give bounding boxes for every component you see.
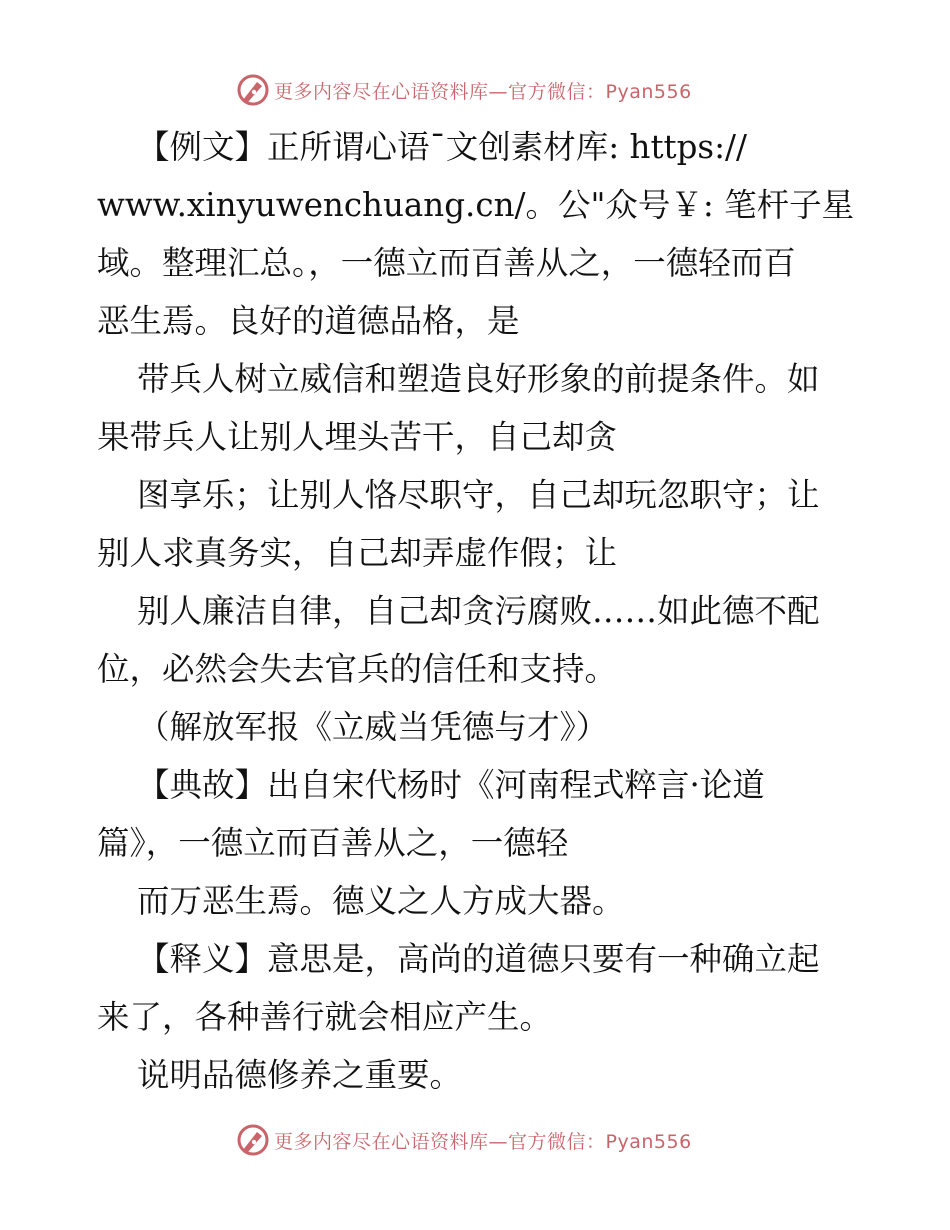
text-line: 图享乐；让别人恪尽职守，自己却玩忽职守；让 (137, 476, 820, 514)
pen-nib-circle-icon (236, 1123, 270, 1157)
text-line: 而万恶生焉。德义之人方成大器。 (137, 882, 625, 920)
text-line: 恶生焉。良好的道德品格，是 (97, 302, 520, 340)
watermark-text: 更多内容尽在心语资料库—官方微信：Pyan556 (274, 1130, 692, 1153)
pen-nib-circle-icon (236, 73, 270, 107)
text-line: 【典故】出自宋代杨时《河南程式粹言·论道 (137, 766, 765, 804)
text-line: 【例文】正所谓心语¯文创素材库: https:// (137, 128, 747, 166)
text-line: 篇》，一德立而百善从之，一德轻 (97, 824, 569, 862)
text-line: 位，必然会失去官兵的信任和支持。 (97, 650, 618, 688)
text-line: 来了，各种善行就会相应产生。 (97, 998, 553, 1036)
text-line: （解放军报《立威当凭德与才》） (137, 708, 609, 746)
article-body (97, 118, 857, 1104)
text-line: 说明品德修养之重要。 (137, 1056, 463, 1094)
footer-watermark (236, 1122, 692, 1158)
text-line: 【释义】意思是，高尚的道德只要有一种确立起 (137, 940, 820, 978)
text-line: 别人廉洁自律，自己却贪污腐败……如此德不配 (137, 592, 820, 630)
header-watermark (236, 72, 692, 108)
text-line: 域。整理汇总。，一德立而百善从之，一德轻而百 (97, 244, 796, 282)
watermark-text: 更多内容尽在心语资料库—官方微信：Pyan556 (274, 80, 692, 103)
text-line: 带兵人树立威信和塑造良好形象的前提条件。如 (137, 360, 820, 398)
text-line: 果带兵人让别人埋头苦干，自己却贪 (97, 418, 618, 456)
text-line: 别人求真务实，自己却弄虚作假；让 (97, 534, 618, 572)
text-line: www.xinyuwenchuang.cn/。公"众号￥: 笔杆子星 (97, 186, 855, 224)
